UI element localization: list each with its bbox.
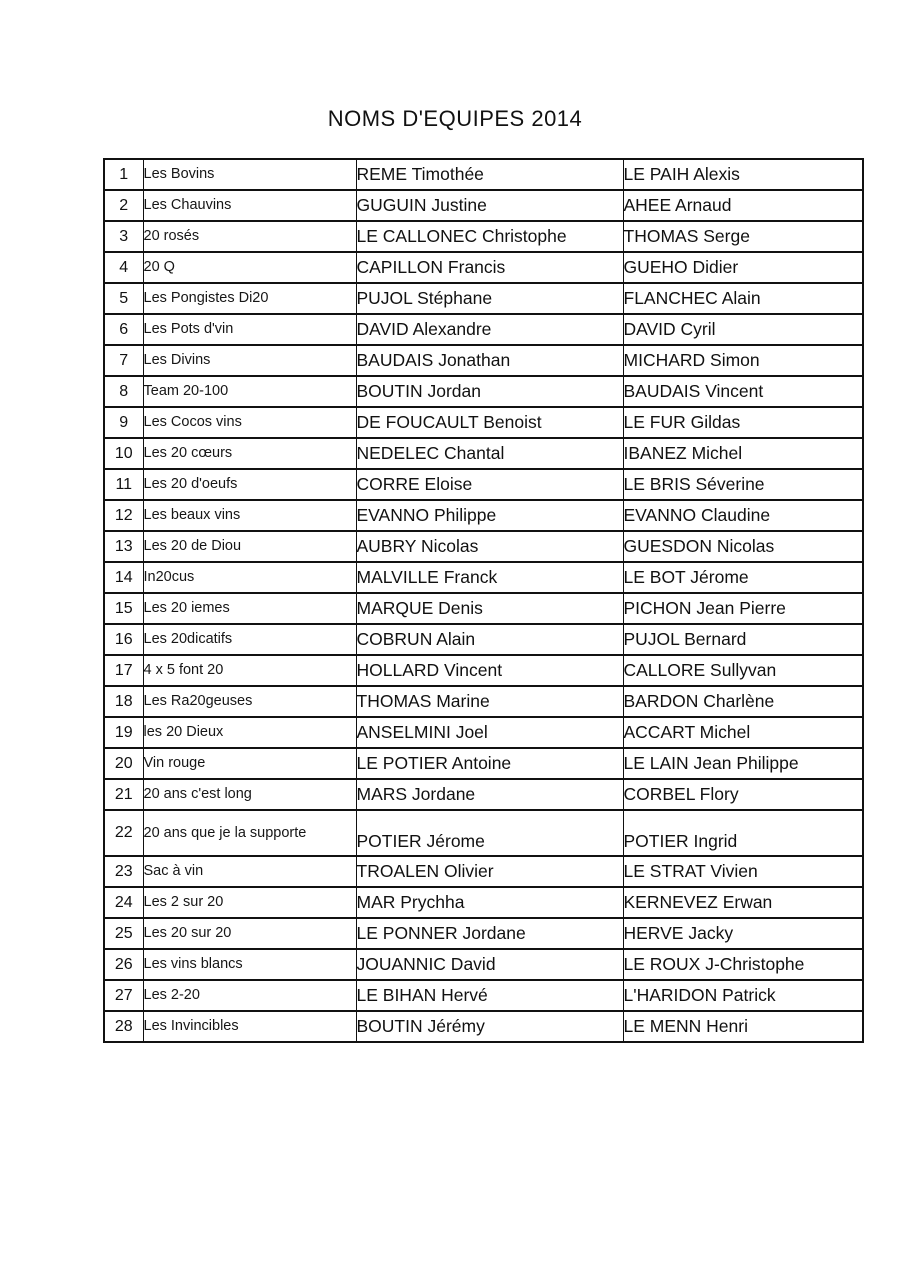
row-number-cell: 4	[104, 252, 143, 283]
team-name-cell: Les Pots d'vin	[143, 314, 356, 345]
team-name-cell: Les Pongistes Di20	[143, 283, 356, 314]
player2-cell: PICHON Jean Pierre	[623, 593, 863, 624]
table-row	[104, 407, 863, 438]
player2-cell: DAVID Cyril	[623, 314, 863, 345]
table-row	[104, 1011, 863, 1042]
team-name-cell: 20 ans que je la supporte	[143, 810, 356, 856]
player1-cell: BOUTIN Jordan	[356, 376, 623, 407]
row-number-cell: 9	[104, 407, 143, 438]
team-name-cell: 20 ans c'est long	[143, 779, 356, 810]
team-name-cell: Les 20dicatifs	[143, 624, 356, 655]
row-number-cell: 24	[104, 887, 143, 918]
player2-cell: LE BRIS Séverine	[623, 469, 863, 500]
table-row	[104, 469, 863, 500]
player1-cell: HOLLARD Vincent	[356, 655, 623, 686]
team-name-cell: Les 20 d'oeufs	[143, 469, 356, 500]
player1-cell: ANSELMINI Joel	[356, 717, 623, 748]
row-number-cell: 1	[104, 159, 143, 190]
player1-cell: TROALEN Olivier	[356, 856, 623, 887]
player1-cell: JOUANNIC David	[356, 949, 623, 980]
row-number-cell: 20	[104, 748, 143, 779]
player1-cell: LE CALLONEC Christophe	[356, 221, 623, 252]
team-name-cell: Les 2-20	[143, 980, 356, 1011]
player2-cell: LE PAIH Alexis	[623, 159, 863, 190]
player2-cell: CORBEL Flory	[623, 779, 863, 810]
row-number-cell: 8	[104, 376, 143, 407]
row-number-cell: 19	[104, 717, 143, 748]
player1-cell: DAVID Alexandre	[356, 314, 623, 345]
player1-cell: LE POTIER Antoine	[356, 748, 623, 779]
player1-cell: CORRE Eloise	[356, 469, 623, 500]
row-number-cell: 12	[104, 500, 143, 531]
row-number-cell: 26	[104, 949, 143, 980]
player1-cell: BOUTIN Jérémy	[356, 1011, 623, 1042]
team-name-cell: Les 20 cœurs	[143, 438, 356, 469]
player2-cell: LE ROUX J-Christophe	[623, 949, 863, 980]
table-row	[104, 655, 863, 686]
teams-table	[103, 158, 864, 1043]
table-row	[104, 717, 863, 748]
team-name-cell: 4 x 5 font 20	[143, 655, 356, 686]
table-row	[104, 376, 863, 407]
team-name-cell: Les Ra20geuses	[143, 686, 356, 717]
player1-cell: MALVILLE Franck	[356, 562, 623, 593]
team-name-cell: In20cus	[143, 562, 356, 593]
player2-cell: LE STRAT Vivien	[623, 856, 863, 887]
player2-cell: PUJOL Bernard	[623, 624, 863, 655]
table-row	[104, 531, 863, 562]
row-number-cell: 13	[104, 531, 143, 562]
player2-cell: BAUDAIS Vincent	[623, 376, 863, 407]
player2-cell: EVANNO Claudine	[623, 500, 863, 531]
player1-cell: DE FOUCAULT Benoist	[356, 407, 623, 438]
table-row	[104, 748, 863, 779]
player1-cell: NEDELEC Chantal	[356, 438, 623, 469]
player1-cell: BAUDAIS Jonathan	[356, 345, 623, 376]
row-number-cell: 21	[104, 779, 143, 810]
page-title: NOMS D'EQUIPES 2014	[327, 106, 583, 131]
row-number-cell: 28	[104, 1011, 143, 1042]
player2-cell: HERVE Jacky	[623, 918, 863, 949]
player1-cell: MARS Jordane	[356, 779, 623, 810]
table-row	[104, 810, 863, 856]
row-number-cell: 7	[104, 345, 143, 376]
table-row	[104, 562, 863, 593]
table-row	[104, 856, 863, 887]
player2-cell: AHEE Arnaud	[623, 190, 863, 221]
player1-cell: AUBRY Nicolas	[356, 531, 623, 562]
table-row	[104, 779, 863, 810]
row-number-cell: 18	[104, 686, 143, 717]
player2-cell: IBANEZ Michel	[623, 438, 863, 469]
player2-cell: LE LAIN Jean Philippe	[623, 748, 863, 779]
teams-table-body	[104, 159, 863, 1042]
team-name-cell: Les 20 sur 20	[143, 918, 356, 949]
player1-cell: POTIER Jérome	[356, 810, 623, 856]
team-name-cell: Les vins blancs	[143, 949, 356, 980]
team-name-cell: les 20 Dieux	[143, 717, 356, 748]
team-name-cell: 20 rosés	[143, 221, 356, 252]
player1-cell: EVANNO Philippe	[356, 500, 623, 531]
player1-cell: REME Timothée	[356, 159, 623, 190]
team-name-cell: Les 2 sur 20	[143, 887, 356, 918]
team-name-cell: Les beaux vins	[143, 500, 356, 531]
player2-cell: CALLORE Sullyvan	[623, 655, 863, 686]
table-row	[104, 438, 863, 469]
player2-cell: LE BOT Jérome	[623, 562, 863, 593]
player2-cell: GUESDON Nicolas	[623, 531, 863, 562]
player2-cell: POTIER Ingrid	[623, 810, 863, 856]
player2-cell: GUEHO Didier	[623, 252, 863, 283]
table-row	[104, 159, 863, 190]
row-number-cell: 22	[104, 810, 143, 856]
table-row	[104, 949, 863, 980]
player2-cell: KERNEVEZ Erwan	[623, 887, 863, 918]
player1-cell: THOMAS Marine	[356, 686, 623, 717]
table-row	[104, 314, 863, 345]
player2-cell: L'HARIDON Patrick	[623, 980, 863, 1011]
player2-cell: ACCART Michel	[623, 717, 863, 748]
player1-cell: MARQUE Denis	[356, 593, 623, 624]
table-row	[104, 593, 863, 624]
team-name-cell: Les Bovins	[143, 159, 356, 190]
row-number-cell: 27	[104, 980, 143, 1011]
player1-cell: GUGUIN Justine	[356, 190, 623, 221]
team-name-cell: Vin rouge	[143, 748, 356, 779]
player2-cell: LE FUR Gildas	[623, 407, 863, 438]
table-row	[104, 221, 863, 252]
team-name-cell: Les Invincibles	[143, 1011, 356, 1042]
row-number-cell: 15	[104, 593, 143, 624]
row-number-cell: 14	[104, 562, 143, 593]
row-number-cell: 3	[104, 221, 143, 252]
table-row	[104, 887, 863, 918]
team-name-cell: Team 20-100	[143, 376, 356, 407]
row-number-cell: 10	[104, 438, 143, 469]
table-row	[104, 345, 863, 376]
table-row	[104, 283, 863, 314]
row-number-cell: 6	[104, 314, 143, 345]
player1-cell: COBRUN Alain	[356, 624, 623, 655]
player2-cell: FLANCHEC Alain	[623, 283, 863, 314]
row-number-cell: 17	[104, 655, 143, 686]
table-row	[104, 500, 863, 531]
team-name-cell: Les 20 iemes	[143, 593, 356, 624]
row-number-cell: 5	[104, 283, 143, 314]
player1-cell: LE PONNER Jordane	[356, 918, 623, 949]
team-name-cell: Les Divins	[143, 345, 356, 376]
player2-cell: THOMAS Serge	[623, 221, 863, 252]
row-number-cell: 2	[104, 190, 143, 221]
row-number-cell: 23	[104, 856, 143, 887]
table-row	[104, 980, 863, 1011]
player1-cell: PUJOL Stéphane	[356, 283, 623, 314]
player1-cell: CAPILLON Francis	[356, 252, 623, 283]
team-name-cell: Les 20 de Diou	[143, 531, 356, 562]
player1-cell: MAR Prychha	[356, 887, 623, 918]
table-row	[104, 252, 863, 283]
player2-cell: BARDON Charlène	[623, 686, 863, 717]
team-name-cell: Sac à vin	[143, 856, 356, 887]
player2-cell: LE MENN Henri	[623, 1011, 863, 1042]
row-number-cell: 11	[104, 469, 143, 500]
row-number-cell: 16	[104, 624, 143, 655]
team-name-cell: Les Chauvins	[143, 190, 356, 221]
table-row	[104, 686, 863, 717]
player1-cell: LE BIHAN Hervé	[356, 980, 623, 1011]
row-number-cell: 25	[104, 918, 143, 949]
team-name-cell: 20 Q	[143, 252, 356, 283]
table-row	[104, 190, 863, 221]
player2-cell: MICHARD Simon	[623, 345, 863, 376]
table-row	[104, 624, 863, 655]
table-row	[104, 918, 863, 949]
team-name-cell: Les Cocos vins	[143, 407, 356, 438]
